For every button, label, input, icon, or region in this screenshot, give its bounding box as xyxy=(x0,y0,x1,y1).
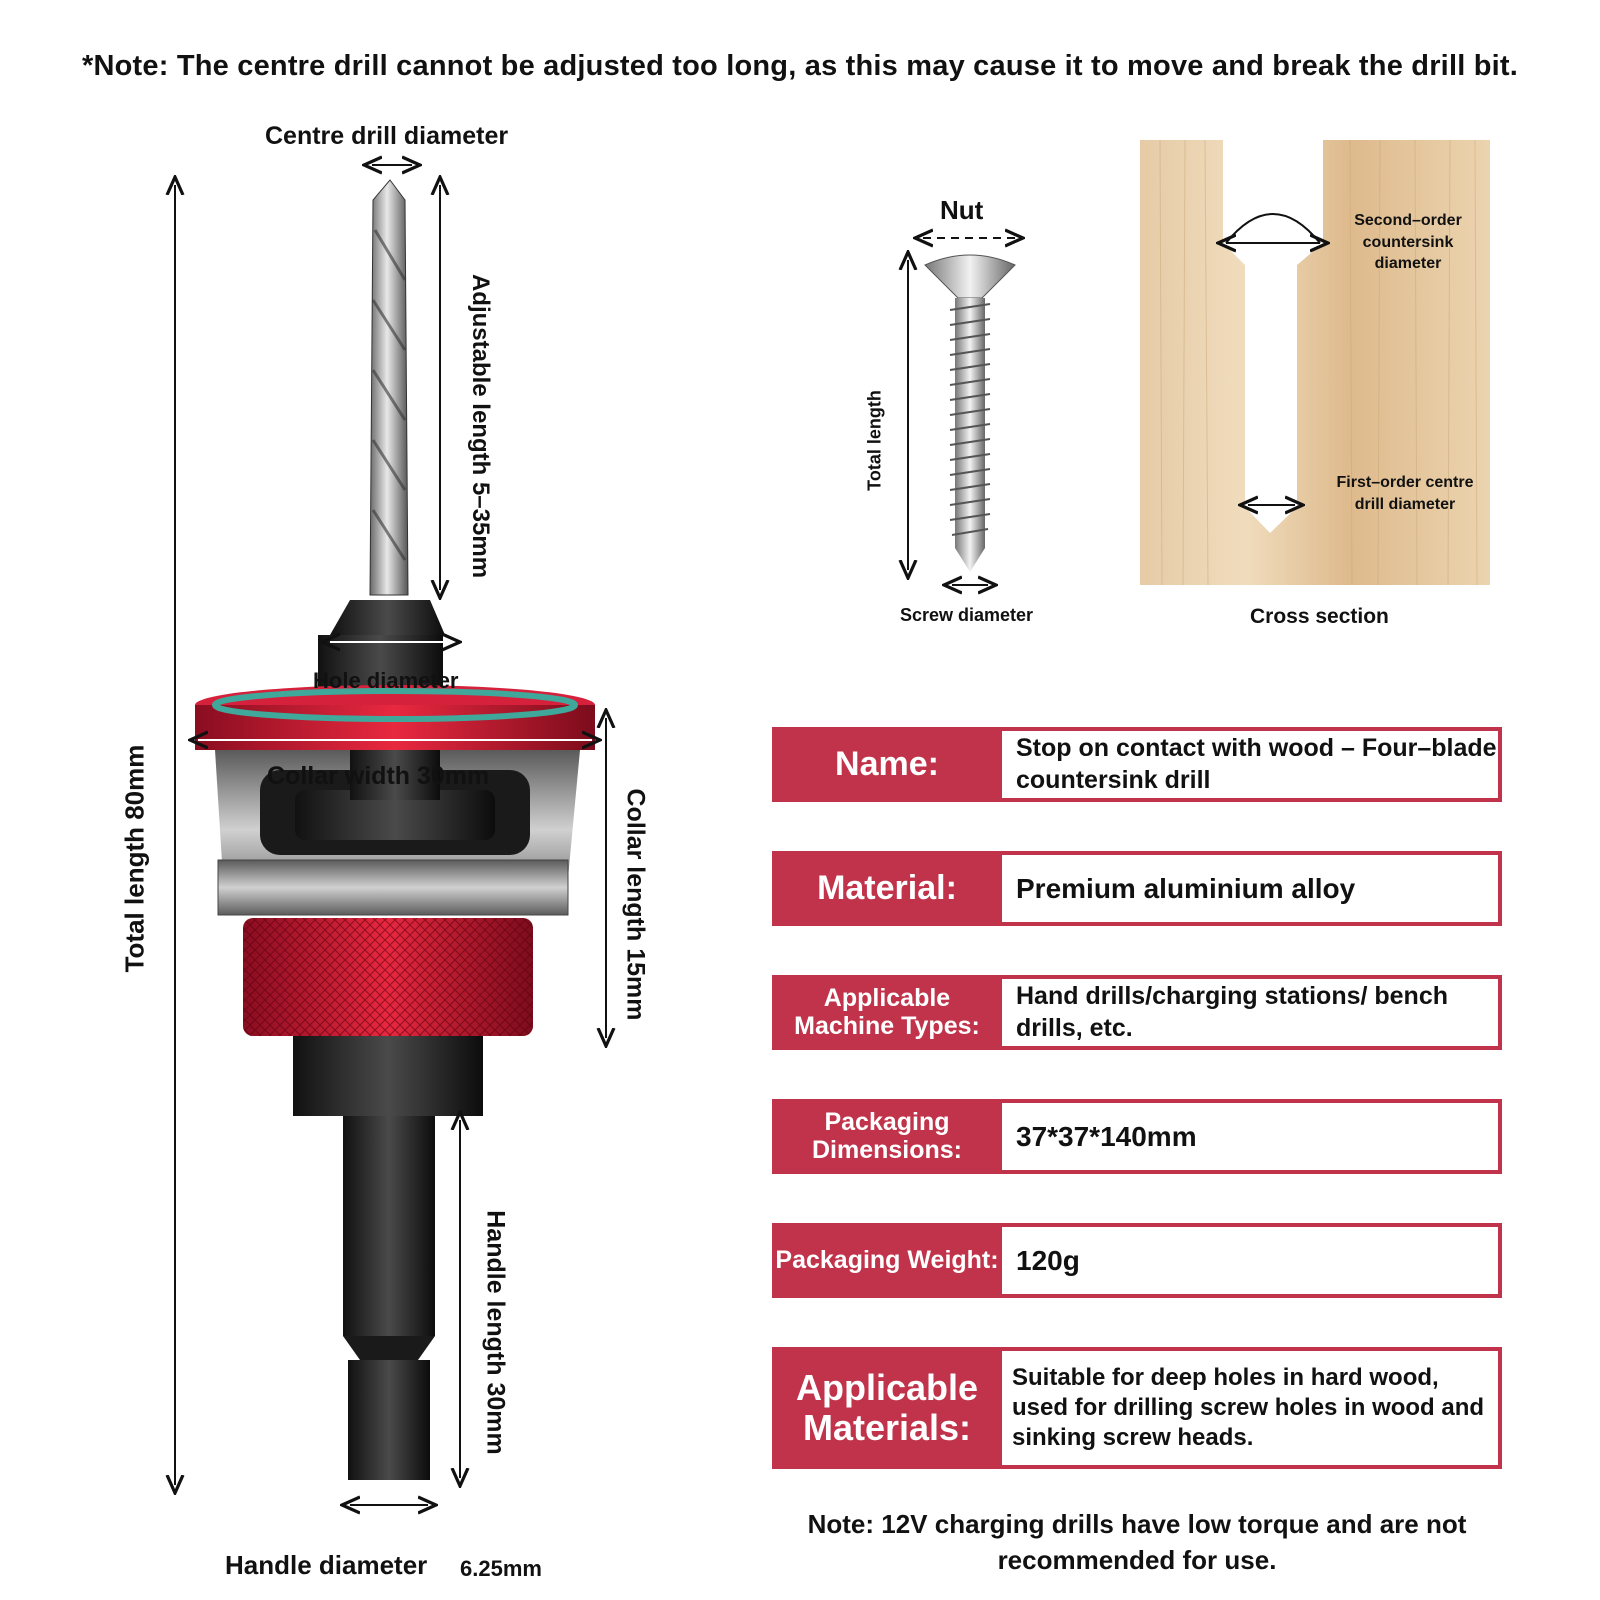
handle-diameter-value: 6.25mm xyxy=(460,1556,542,1581)
bottom-note: Note: 12V charging drills have low torque and are not recommended for use. xyxy=(807,1509,1467,1576)
screw-total-length-label: Total length xyxy=(864,390,885,491)
nut-label: Nut xyxy=(940,195,984,225)
spec-row-materials xyxy=(772,1347,1502,1469)
top-note: *Note: The centre drill cannot be adjusted too long, as this may cause it to move and break the drill bit. xyxy=(81,50,1518,82)
handle-diameter-label: Handle diameter xyxy=(225,1550,428,1580)
spec-key: Applicable Materials: xyxy=(772,1347,1002,1469)
spec-row-machine-types xyxy=(772,975,1502,1050)
spec-row-dimensions xyxy=(772,1099,1502,1174)
hole-diameter-label: Hole diameter xyxy=(313,668,459,693)
handle-length-label: Handle length 30mm xyxy=(481,1210,510,1455)
collar-width-label: Collar width 30mm xyxy=(267,762,490,790)
wood-cross-section xyxy=(1140,140,1500,590)
second-order-label: Second–order countersink diameter xyxy=(1354,212,1462,273)
spec-row-weight xyxy=(772,1223,1502,1298)
spec-row-material xyxy=(772,851,1502,926)
cross-section-caption: Cross section xyxy=(1250,605,1389,628)
centre-drill-diameter-label: Centre drill diameter xyxy=(265,122,509,150)
total-length-label: Total length 80mm xyxy=(119,744,150,973)
spec-value: Suitable for deep holes in hard wood, used for drilling screw holes in wood and sinking screw heads. xyxy=(1002,1347,1502,1469)
spec-value: 37*37*140mm xyxy=(1002,1099,1502,1174)
spec-value: Premium aluminium alloy xyxy=(1002,851,1502,926)
first-order-label: First–order centre drill diameter xyxy=(1336,474,1474,513)
adjustable-length-label: Adjustable length 5–35mm xyxy=(467,273,494,579)
spec-key: Applicable Machine Types: xyxy=(772,975,1002,1050)
spec-value: 120g xyxy=(1002,1223,1502,1298)
spec-value: Hand drills/charging stations/ bench drills, etc. xyxy=(1002,975,1502,1050)
spec-row-name xyxy=(772,727,1502,802)
screw-illustration xyxy=(860,220,1060,600)
spec-key: Packaging Weight: xyxy=(772,1223,1002,1298)
spec-key: Name: xyxy=(772,727,1002,802)
spec-key: Packaging Dimensions: xyxy=(772,1099,1002,1174)
spec-key: Material: xyxy=(772,851,1002,926)
collar-length-label: Collar length 15mm xyxy=(621,788,650,1021)
screw-diameter-label: Screw diameter xyxy=(900,605,1034,625)
spec-value: Stop on contact with wood – Four–blade countersink drill xyxy=(1002,727,1502,802)
